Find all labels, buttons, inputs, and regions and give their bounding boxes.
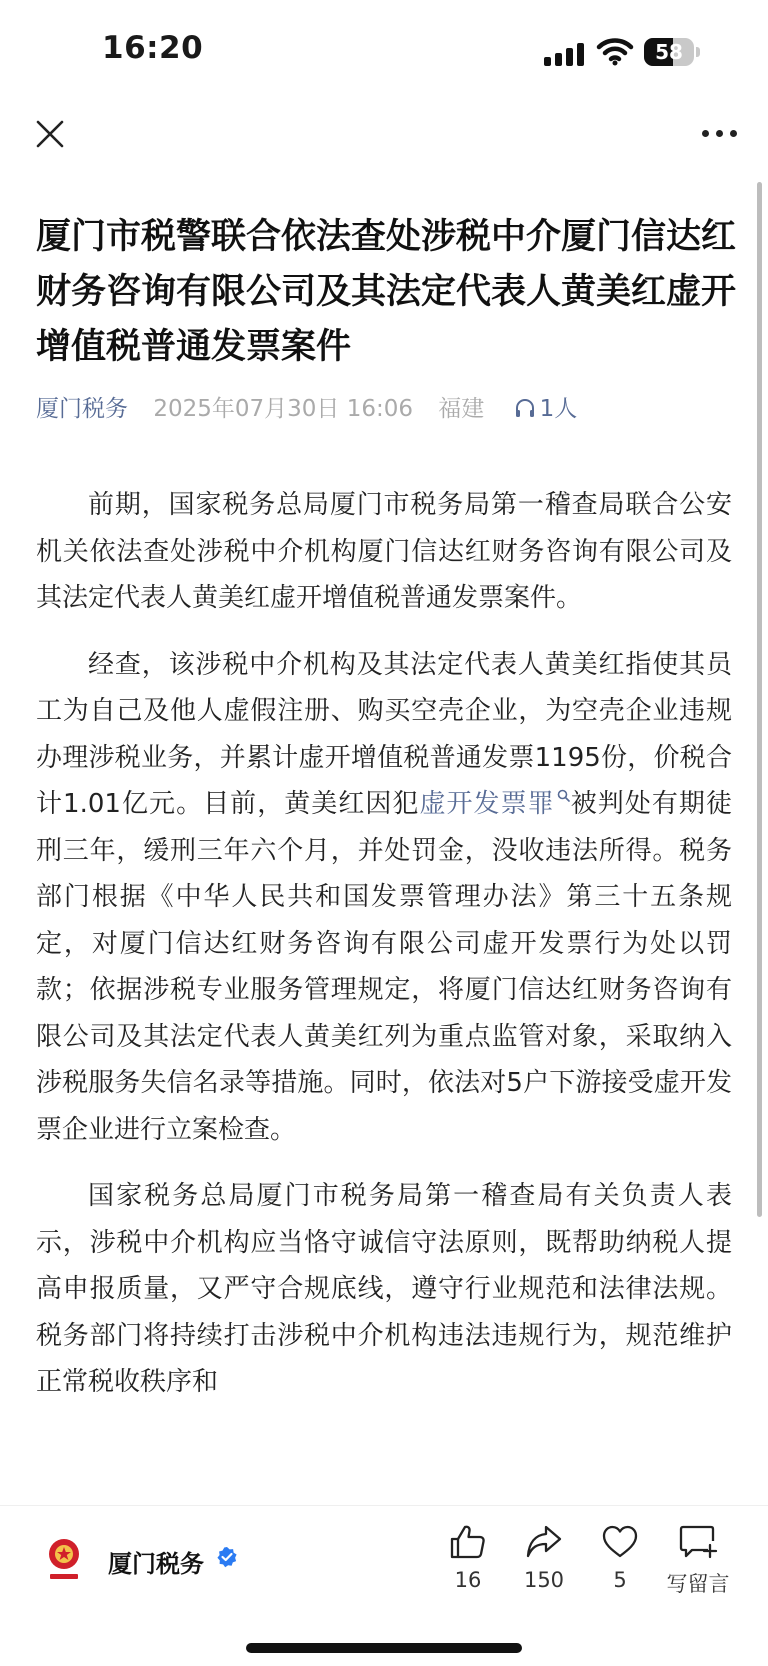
comment-add-icon	[678, 1524, 718, 1560]
heart-icon	[601, 1524, 639, 1560]
status-time: 16:20	[102, 30, 204, 66]
publish-region: 福建	[438, 396, 485, 422]
like-button[interactable]	[430, 1524, 506, 1592]
listener-count: 1人	[539, 396, 578, 422]
more-icon[interactable]	[700, 124, 740, 144]
publish-date: 2025年07月30日 16:06	[153, 396, 413, 422]
status-bar	[0, 0, 768, 100]
cellular-signal-icon	[544, 42, 586, 66]
bottom-bar	[0, 1505, 768, 1666]
paragraph-2-text-b: 被判处有期徒刑三年，缓刑三年六个月，并处罚金，没收违法所得。税务部门根据《中华人民共和国发票管理办法》第三十五条规定，对厦门信达红财务咨询有限公司虚开发票行为处以罚款；依据涉税专业服务管理规定，将厦门信达红财务咨询有限公司及其法定代表人黄美红列为重点监管对象，采取纳入涉税服务失信名录等措施。同时，依法对5户下游接受虚开发票企业进行立案检查。	[36, 789, 732, 1145]
listen-button[interactable]	[514, 396, 578, 422]
favorite-count: 5	[613, 1568, 627, 1592]
term-link[interactable]: 虚开发票罪	[419, 789, 555, 819]
battery-level: 58	[655, 40, 683, 64]
comment-label: 写留言	[666, 1572, 730, 1596]
share-count: 150	[523, 1568, 565, 1592]
article-body	[36, 482, 732, 1507]
favorite-button[interactable]	[582, 1524, 658, 1592]
comment-button[interactable]	[660, 1524, 736, 1598]
paragraph-2	[36, 642, 732, 1154]
home-indicator[interactable]	[246, 1643, 522, 1653]
share-button[interactable]	[506, 1524, 582, 1592]
paragraph-2-text-a: 经查，该涉税中介机构及其法定代表人黄美红指使其员工为自己及他人虚假注册、购买空壳企业，为空壳企业违规办理涉税业务，并累计虚开增值税普通发票1195份，价税合计1.01亿元。目前，黄美红因犯	[36, 649, 732, 819]
paragraph-3: 国家税务总局厦门市税务局第一稽查局有关负责人表示，涉税中介机构应当恪守诚信守法原则，既帮助纳税人提高申报质量，又严守合规底线，遵守行业规范和法律法规。税务部门将持续打击涉税中介机构违法违规行为，规范维护正常税收秩序和	[36, 1181, 732, 1397]
paragraph-1: 前期，国家税务总局厦门市税务局第一稽查局联合公安机关依法查处涉税中介机构厦门信达红财务咨询有限公司及其法定代表人黄美红虚开增值税普通发票案件。	[36, 490, 732, 613]
account-name[interactable]: 厦门税务	[108, 1550, 204, 1578]
headphones-icon	[514, 397, 536, 419]
scrollbar[interactable]	[757, 182, 762, 1217]
wifi-icon	[596, 36, 634, 66]
like-count: 16	[454, 1568, 482, 1592]
meta-account-link[interactable]: 厦门税务	[36, 396, 128, 422]
search-icon[interactable]	[557, 789, 570, 802]
tax-emblem-avatar[interactable]	[44, 1536, 84, 1584]
verified-badge-icon	[216, 1546, 238, 1568]
article-meta	[36, 390, 577, 423]
close-icon[interactable]	[32, 116, 68, 152]
article-title: 厦门市税警联合依法查处涉税中介厦门信达红财务咨询有限公司及其法定代表人黄美红虚开增值税普通发票案件	[36, 217, 737, 367]
share-arrow-icon	[525, 1524, 563, 1560]
battery-icon	[644, 38, 700, 66]
thumbs-up-icon	[449, 1524, 487, 1560]
